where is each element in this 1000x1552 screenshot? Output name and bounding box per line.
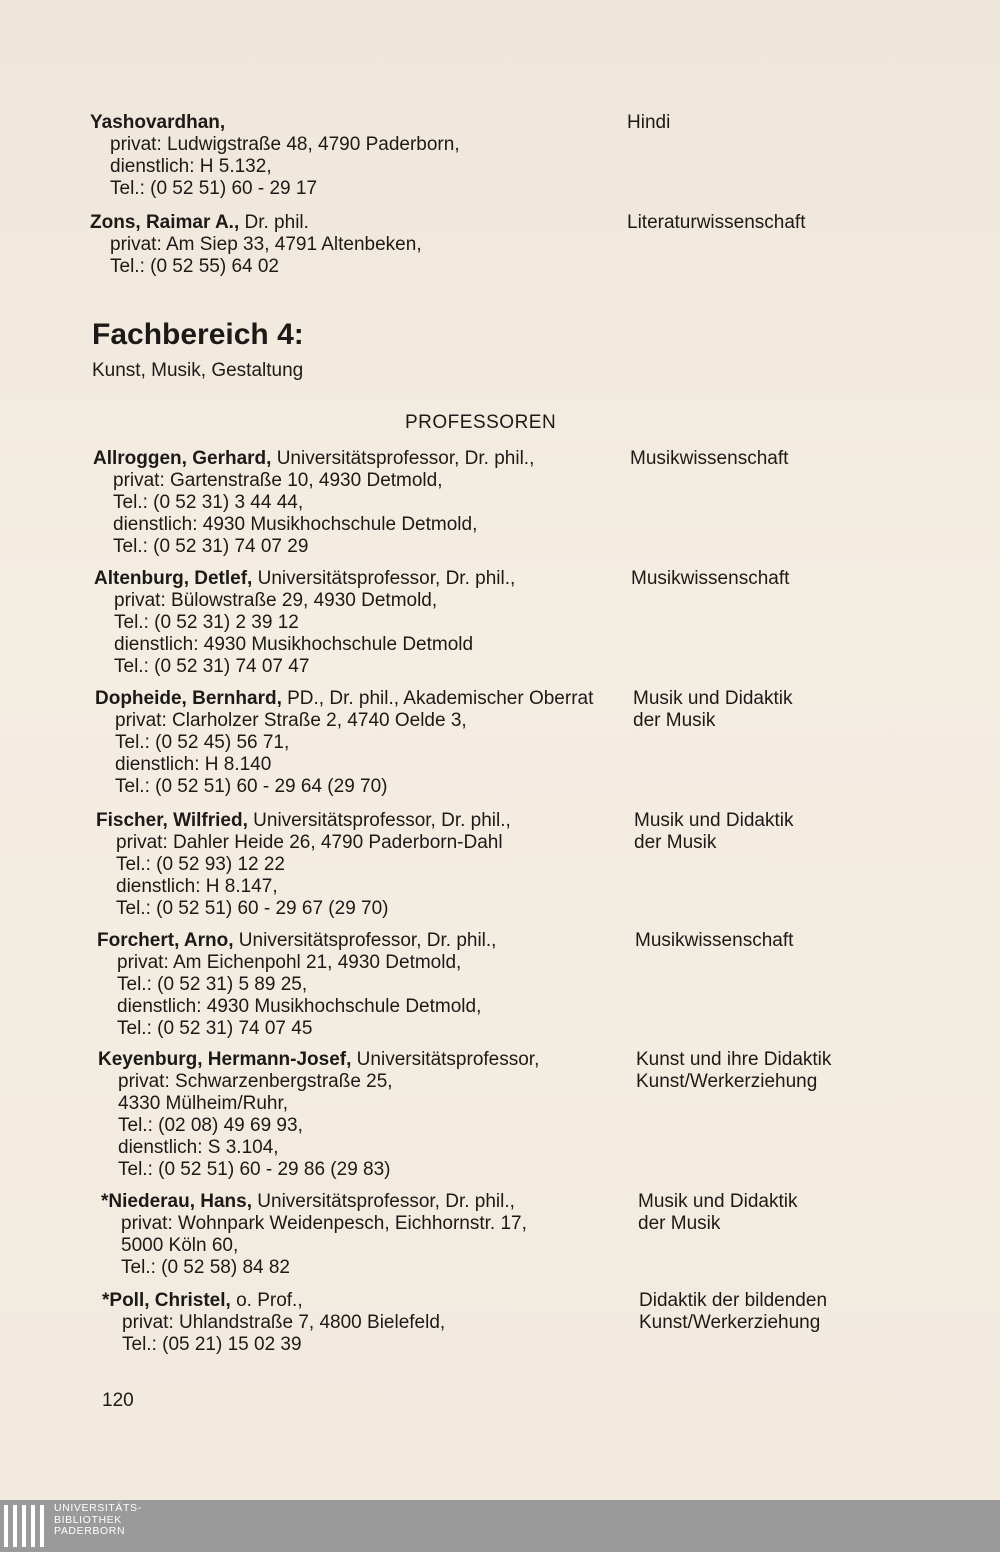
person-name: Yashovardhan, xyxy=(90,112,226,133)
entry-line: 4330 Mülheim/Ruhr, xyxy=(118,1093,289,1114)
person-title: Universitätsprofessor, Dr. phil., xyxy=(247,810,511,831)
entry-line: dienstlich: 4930 Musikhochschule Detmold, xyxy=(113,514,478,535)
entry-line: privat: Gartenstraße 10, 4930 Detmold, xyxy=(113,470,443,491)
entry-line: Tel.: (05 21) 15 02 39 xyxy=(122,1334,302,1355)
person-title: Universitätsprofessor, xyxy=(351,1049,540,1070)
person-title: Universitätsprofessor, Dr. phil., xyxy=(252,1191,515,1212)
entry-headline xyxy=(98,1049,539,1071)
department-subheading: Kunst, Musik, Gestaltung xyxy=(92,360,304,381)
person-title: Universitätsprofessor, Dr. phil., xyxy=(252,568,516,589)
person-title: Universitätsprofessor, Dr. phil., xyxy=(233,930,497,951)
person-title: Dr. phil. xyxy=(239,212,309,233)
entry-details xyxy=(90,212,422,278)
entry-headline xyxy=(94,568,515,590)
subject-line: Didaktik der bildenden xyxy=(639,1290,828,1311)
person-name: Allroggen, Gerhard, xyxy=(93,448,272,469)
entry-details xyxy=(98,1049,539,1181)
entry-line: Tel.: (0 52 31) 74 07 29 xyxy=(113,536,309,557)
subject-area xyxy=(639,1290,827,1334)
subject-line: Kunst und ihre Didaktik xyxy=(636,1049,832,1070)
subject-area xyxy=(630,448,788,470)
entry-details xyxy=(90,112,460,200)
entry-line: Tel.: (0 52 51) 60 - 29 67 (29 70) xyxy=(116,898,389,919)
footer-bar xyxy=(0,1500,1000,1552)
entry-line: privat: Am Siep 33, 4791 Altenbeken, xyxy=(110,234,422,255)
subject-line: der Musik xyxy=(633,710,716,731)
entry-line: privat: Schwarzenbergstraße 25, xyxy=(118,1071,393,1092)
entry-headline xyxy=(95,688,593,710)
subject-area xyxy=(634,810,793,854)
entry-line: privat: Clarholzer Straße 2, 4740 Oelde 3, xyxy=(115,710,467,731)
subject-area xyxy=(633,688,792,732)
library-logo-text xyxy=(54,1503,142,1538)
entry-line: dienstlich: 4930 Musikhochschule Detmold, xyxy=(117,996,482,1017)
entry-line: Tel.: (0 52 31) 2 39 12 xyxy=(114,612,299,633)
page-number: 120 xyxy=(102,1390,134,1411)
entry-line: Tel.: (0 52 51) 60 - 29 17 xyxy=(110,178,318,199)
subject-line: Musikwissenschaft xyxy=(630,448,789,469)
person-name: Forchert, Arno, xyxy=(97,930,234,951)
entry-details xyxy=(97,930,496,1040)
person-name: *Poll, Christel, xyxy=(102,1290,231,1311)
entry-line: dienstlich: H 5.132, xyxy=(110,156,272,177)
person-title: o. Prof., xyxy=(230,1290,303,1311)
person-name: Fischer, Wilfried, xyxy=(96,810,248,831)
entry-details xyxy=(95,688,593,798)
subject-area xyxy=(627,212,805,234)
entry-line: Tel.: (0 52 31) 5 89 25, xyxy=(117,974,308,995)
person-name: Altenburg, Detlef, xyxy=(94,568,253,589)
subject-line: Musik und Didaktik xyxy=(634,810,794,831)
subject-area xyxy=(627,112,670,134)
subject-line: Musikwissenschaft xyxy=(631,568,790,589)
entry-details xyxy=(96,810,511,920)
subject-line: Hindi xyxy=(627,112,671,133)
entry-details xyxy=(94,568,515,678)
entry-headline xyxy=(93,448,534,470)
section-title: PROFESSOREN xyxy=(405,412,557,433)
entry-line: privat: Bülowstraße 29, 4930 Detmold, xyxy=(114,590,438,611)
entry-line: privat: Ludwigstraße 48, 4790 Paderborn, xyxy=(110,134,460,155)
entry-line: privat: Uhlandstraße 7, 4800 Bielefeld, xyxy=(122,1312,446,1333)
subject-line: Musik und Didaktik xyxy=(638,1191,798,1212)
logo-line: PADERBORN xyxy=(54,1525,126,1537)
entry-line: Tel.: (0 52 51) 60 - 29 64 (29 70) xyxy=(115,776,388,797)
entry-line: privat: Am Eichenpohl 21, 4930 Detmold, xyxy=(117,952,462,973)
subject-area xyxy=(638,1191,797,1235)
person-name: Dopheide, Bernhard, xyxy=(95,688,282,709)
entry-line: dienstlich: H 8.147, xyxy=(116,876,278,897)
entry-line: privat: Wohnpark Weidenpesch, Eichhornstr. 17, xyxy=(121,1213,527,1234)
entry-headline xyxy=(96,810,511,832)
entry-details xyxy=(101,1191,527,1279)
subject-area xyxy=(635,930,793,952)
subject-line: Kunst/Werkerziehung xyxy=(639,1312,821,1333)
entry-line: dienstlich: S 3.104, xyxy=(118,1137,279,1158)
person-title: Universitätsprofessor, Dr. phil., xyxy=(271,448,535,469)
entry-line: Tel.: (0 52 51) 60 - 29 86 (29 83) xyxy=(118,1159,391,1180)
entry-line: Tel.: (0 52 31) 74 07 45 xyxy=(117,1018,313,1039)
entry-headline xyxy=(90,212,422,234)
entry-headline xyxy=(102,1290,445,1312)
entry-line: Tel.: (0 52 93) 12 22 xyxy=(116,854,285,875)
person-name: Keyenburg, Hermann-Josef, xyxy=(98,1049,352,1070)
entry-details xyxy=(93,448,534,558)
entry-details xyxy=(102,1290,445,1356)
entry-line: dienstlich: H 8.140 xyxy=(115,754,272,775)
entry-line: Tel.: (02 08) 49 69 93, xyxy=(118,1115,303,1136)
person-name: Zons, Raimar A., xyxy=(90,212,240,233)
subject-line: Kunst/Werkerziehung xyxy=(636,1071,818,1092)
entry-line: dienstlich: 4930 Musikhochschule Detmold xyxy=(114,634,474,655)
library-logo-icon xyxy=(4,1505,44,1547)
subject-line: Musik und Didaktik xyxy=(633,688,793,709)
entry-headline xyxy=(101,1191,527,1213)
entry-headline xyxy=(90,112,460,134)
subject-line: der Musik xyxy=(638,1213,721,1234)
logo-line: UNIVERSITÄTS- xyxy=(54,1502,142,1514)
person-title: PD., Dr. phil., Akademischer Oberrat xyxy=(281,688,594,709)
entry-line: Tel.: (0 52 58) 84 82 xyxy=(121,1257,290,1278)
entry-line: privat: Dahler Heide 26, 4790 Paderborn-Dahl xyxy=(116,832,503,853)
entry-line: Tel.: (0 52 31) 3 44 44, xyxy=(113,492,304,513)
department-heading: Fachbereich 4: xyxy=(92,318,304,351)
entry-headline xyxy=(97,930,496,952)
subject-area xyxy=(636,1049,831,1093)
subject-line: Musikwissenschaft xyxy=(635,930,794,951)
subject-area xyxy=(631,568,789,590)
entry-line: Tel.: (0 52 55) 64 02 xyxy=(110,256,279,277)
entry-line: Tel.: (0 52 31) 74 07 47 xyxy=(114,656,310,677)
entry-line: Tel.: (0 52 45) 56 71, xyxy=(115,732,290,753)
person-name: *Niederau, Hans, xyxy=(101,1191,252,1212)
subject-line: der Musik xyxy=(634,832,717,853)
subject-line: Literaturwissenschaft xyxy=(627,212,806,233)
logo-line: BIBLIOTHEK xyxy=(54,1513,122,1526)
entry-line: 5000 Köln 60, xyxy=(121,1235,239,1256)
